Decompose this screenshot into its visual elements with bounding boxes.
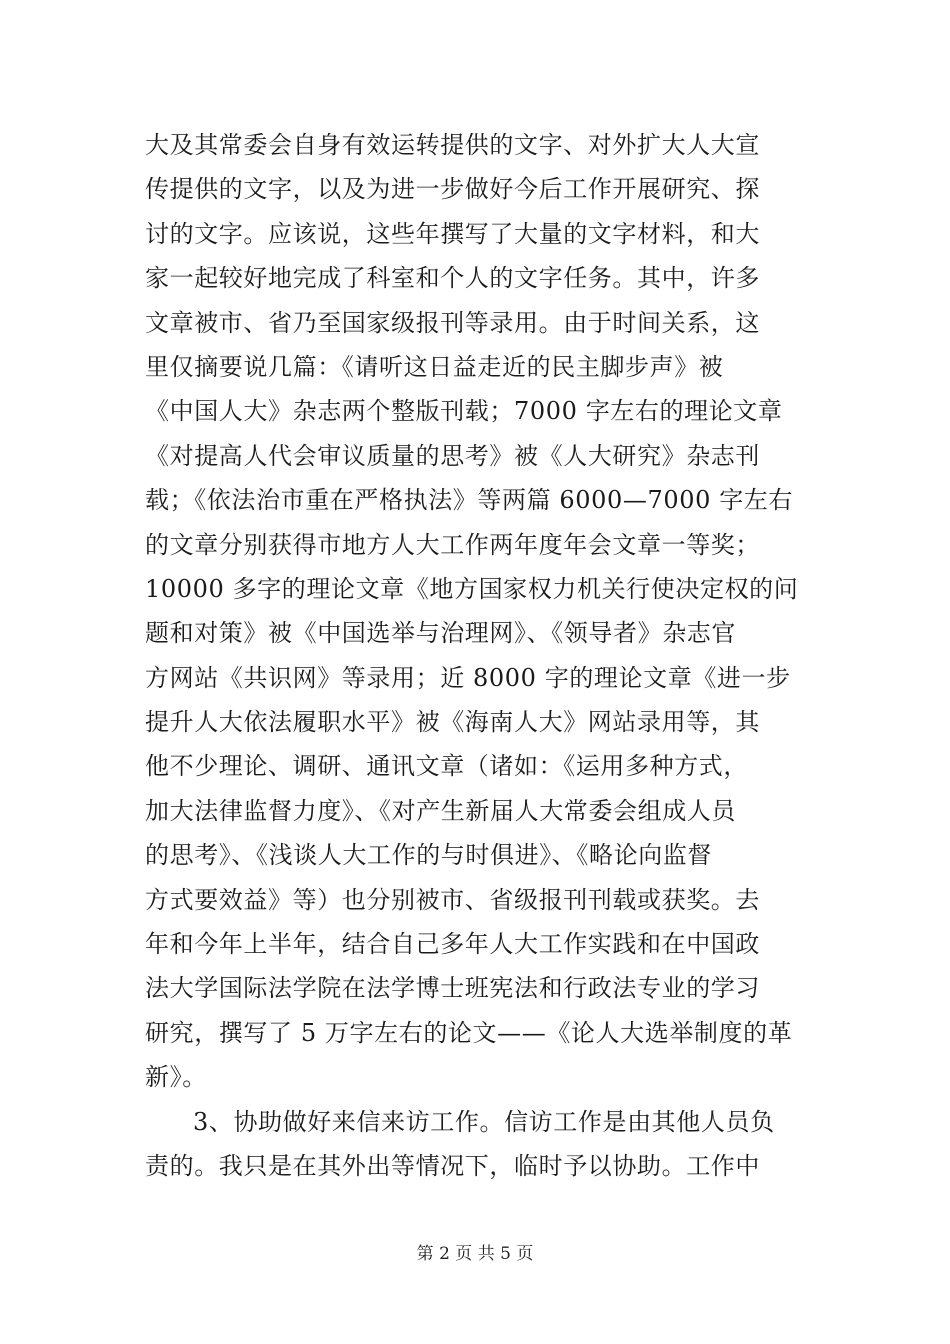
text-line: 年和今年上半年，结合自己多年人大工作实践和在中国政	[145, 930, 760, 959]
page-footer: 第 2 页 共 5 页	[416, 1244, 534, 1264]
text-line: 加大法律监督力度》、《对产生新届人大常委会组成人员	[145, 796, 736, 825]
text-line: 新》。	[145, 1063, 207, 1092]
text-line: 的文章分别获得市地方人大工作两年度年会文章一等奖；	[145, 530, 760, 559]
text-line: 文章被市、省乃至国家级报刊等录用。由于时间关系，这	[145, 308, 760, 337]
text-line: 3、协助做好来信来访工作。信访工作是由其他人员负	[193, 1107, 775, 1136]
text-line: 法大学国际法学院在法学博士班宪法和行政法专业的学习	[145, 974, 760, 1003]
text-line: 方式要效益》等）也分别被市、省级报刊刊载或获奖。去	[145, 885, 760, 914]
text-line: 提升人大依法履职水平》被《海南人大》网站录用等，其	[145, 708, 760, 737]
text-line: 里仅摘要说几篇：《请听这日益走近的民主脚步声》被	[145, 352, 724, 381]
text-line: 讨的文字。应该说，这些年撰写了大量的文字材料，和大	[145, 219, 760, 248]
text-line: 《对提高人代会审议质量的思考》被《人大研究》杂志刊	[145, 441, 760, 470]
text-line: 责的。我只是在其外出等情况下，临时予以协助。工作中	[145, 1151, 760, 1180]
document-body	[145, 123, 810, 1188]
text-line: 方网站《共识网》等录用；近 8000 字的理论文章《进一步	[145, 663, 791, 692]
text-line: 大及其常委会自身有效运转提供的文字、对外扩大人大宣	[145, 131, 760, 159]
text-line: 《中国人大》杂志两个整版刊载；7000 字左右的理论文章	[145, 397, 783, 426]
text-line: 题和对策》被《中国选举与治理网》、《领导者》杂志官	[145, 619, 736, 648]
text-line: 家一起较好地完成了科室和个人的文字任务。其中，许多	[145, 264, 760, 293]
text-line: 的思考》、《浅谈人大工作的与时俱进》、《略论向监督	[145, 841, 712, 870]
text-line: 载；《依法治市重在严格执法》等两篇 6000—7000 字左右	[145, 486, 794, 515]
text-line: 10000 多字的理论文章《地方国家权力机关行使决定权的问	[145, 574, 799, 603]
text-line: 传提供的文字，以及为进一步做好今后工作开展研究、探	[145, 175, 760, 204]
text-line: 他不少理论、调研、通讯文章（诸如：《运用多种方式，	[145, 752, 748, 781]
text-line: 研究，撰写了 5 万字左右的论文——《论人大选举制度的革	[145, 1018, 793, 1047]
